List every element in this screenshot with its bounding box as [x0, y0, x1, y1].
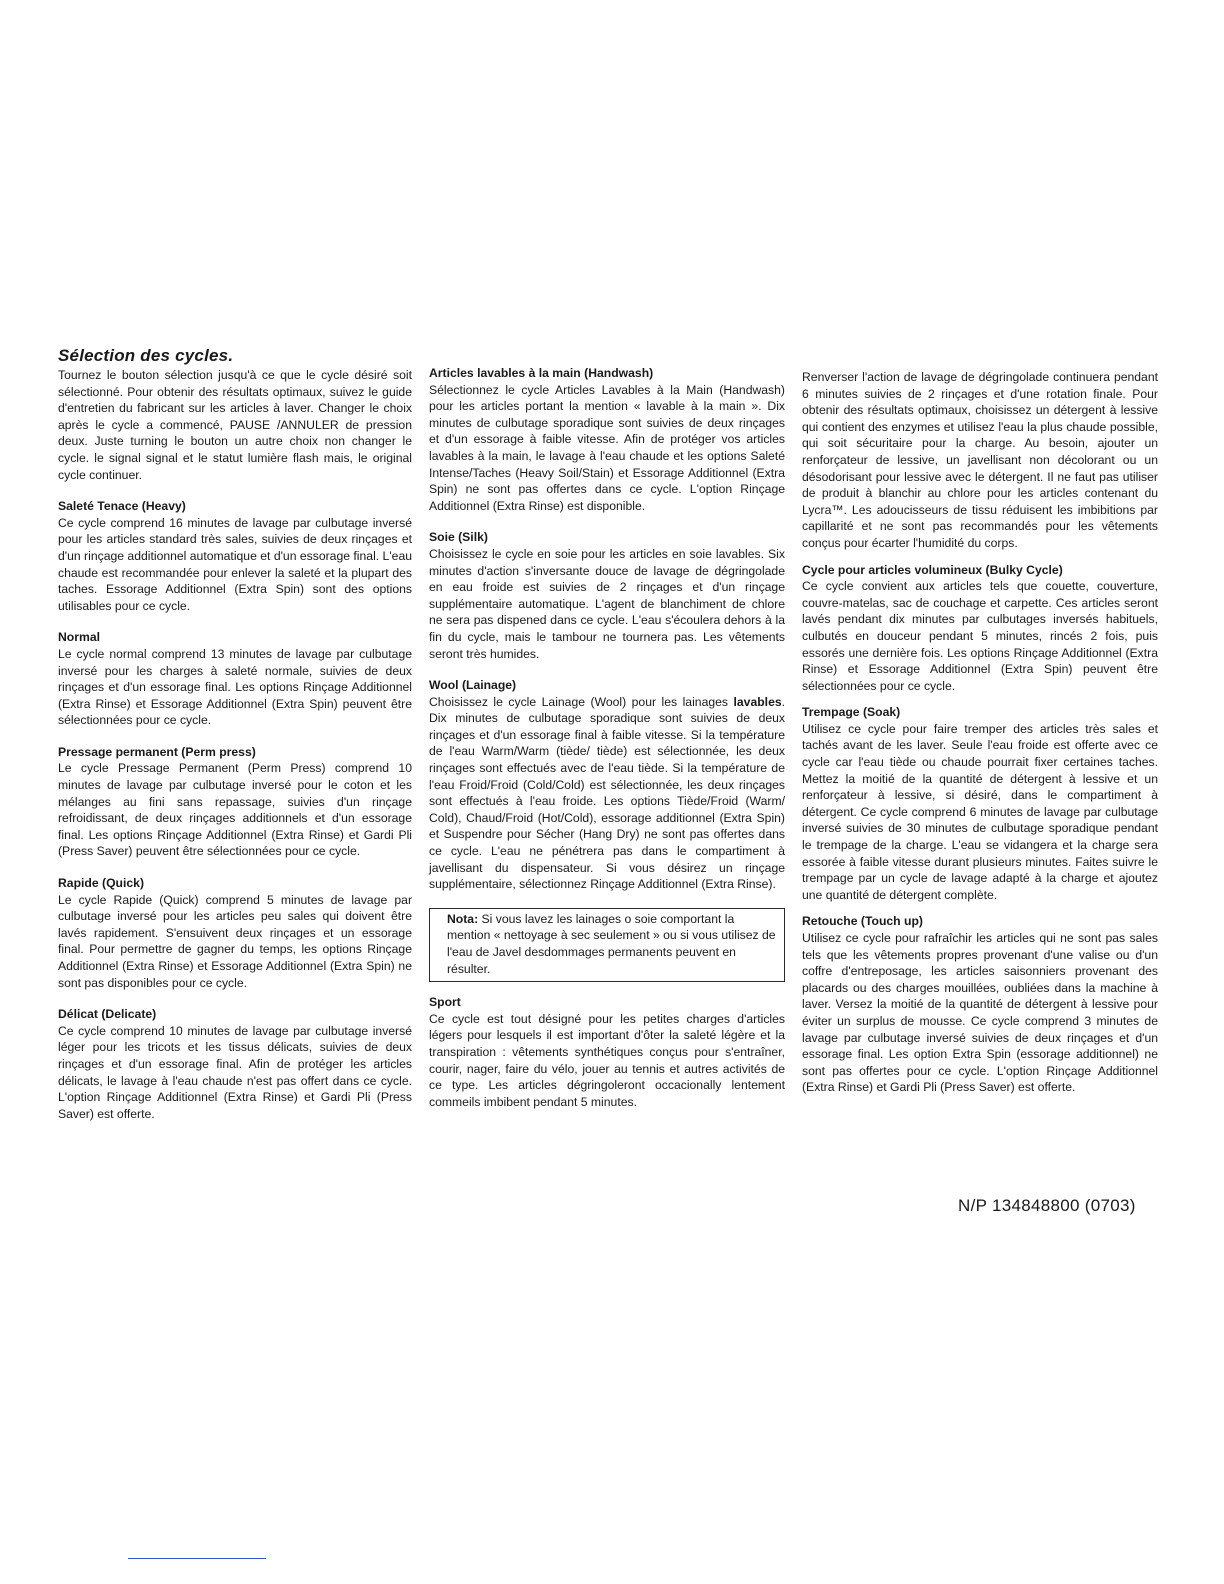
- section-touch-up: [802, 913, 1158, 1096]
- section-bulky: [802, 562, 1158, 695]
- section-soak: [802, 704, 1158, 903]
- section-heading: Cycle pour articles volumineux (Bulky Cycle): [802, 562, 1063, 577]
- bottom-rule: [128, 1558, 266, 1559]
- page-title: Sélection des cycles.: [58, 346, 234, 365]
- section-intro: [58, 367, 412, 483]
- column-middle: [429, 365, 785, 1125]
- section-heading: Wool (Lainage): [429, 678, 517, 693]
- section-body: Ce cycle convient aux articles tels que couette, couverture, couvre-matelas, sac de couchage et carpette. Ces articles seront lavés pendant dix minutes par culbutages inversés habituels, culbutés en douceur pendant 5 minutes, rincés 2 fois, puis essorés une dernière fois. Les options Rinçage Additionnel (Extra Rinse) et Essorage Additionnel (Extra Spin) peuvent être sélectionnées pour ce cycle.: [802, 579, 1158, 693]
- section-heavy: [58, 498, 412, 614]
- section-body: Ce cycle comprend 16 minutes de lavage par culbutage inversé pour les articles standard très sales, suivies de deux rinçages et d'un rinçage additionnel automatique et d'un essorage final. L'eau chaude est recommandée pour enlever la saleté et la plupart des taches. Essorage Additionnel (Extra Spin) sont des options utilisables pour ce cycle.: [58, 515, 412, 613]
- intro-text: Tournez le bouton sélection jusqu'à ce que le cycle désiré soit sélectionné. Pour obtenir des résultats optimaux, suivez le guide d'entretien du fabricant sur les articles à laver. Changer le choix après le cycle a commencé, PAUSE /ANNULER de pression deux. Juste turning le bouton un autre choix non changer le cycle. le signal signal et le statut lumière flash mais, le original cycle continuer.: [58, 368, 412, 482]
- section-delicate: [58, 1006, 412, 1122]
- section-heading: Articles lavables à la main (Handwash): [429, 366, 654, 380]
- section-silk: [429, 529, 785, 662]
- section-handwash: [429, 365, 785, 514]
- section-body: [429, 694, 785, 893]
- column-left: [58, 367, 412, 1137]
- wool-body-bold: lavables: [733, 694, 782, 709]
- section-heading: Retouche (Touch up): [802, 914, 923, 929]
- section-heading: Pressage permanent (Perm press): [58, 744, 256, 759]
- section-heading: Sport: [429, 995, 461, 1010]
- note-label: Nota:: [447, 911, 479, 926]
- section-body: Utilisez ce cycle pour faire tremper des articles très sales et tachés avant de les laver. Seule l'eau froide est offerte avec ce cycle car l'eau tiède ou chaude pourrait fixer certaines taches. Mettez la moitié de la quantité de détergent à lessive et un renforçateur à lessive, si désiré, dans le compartiment à détergent. Ce cycle comprend 6 minutes de lavage par culbutage inversé suivies de 30 minutes de culbutage sporadique pendant le trempage de la charge. L'eau se vidangera et la charge sera essorée à faible vitesse durant plusieurs minutes. Faites suivre le trempage par un cycle de lavage adapté à la charge et ajoutez une quantité de détergent complète.: [802, 721, 1158, 902]
- section-heading: Rapide (Quick): [58, 876, 145, 891]
- section-sport: [429, 994, 785, 1110]
- section-body: Le cycle normal comprend 13 minutes de lavage par culbutage inversé pour les charges à saleté normale, suivies de deux rinçages et d'un essorage final. Les options Rinçage Additionnel (Extra Rinse) et Essorage Additionnel (Extra Spin) peuvent être sélectionnées pour ce cycle.: [58, 646, 412, 728]
- section-normal: [58, 629, 412, 729]
- wool-body-start: Choisissez le cycle Lainage (Wool) pour les lainages: [429, 694, 729, 709]
- section-perm-press: [58, 744, 412, 860]
- note-box: [429, 908, 785, 982]
- section-body: Ce cycle est tout désigné pour les petites charges d'articles légers pour lesquels il est important d'ôter la saleté légère et la transpiration : vêtements synthétiques conçus pour s'entraîner, courir, nager, faire du vélo, jouer au tennis et autres activités de ce type. Les articles dégringoleront occacionally lentement commeils imbibent pendant 5 minutes.: [429, 1011, 785, 1109]
- wool-body-rest: . Dix minutes de culbutage sporadique sont suivies de deux rinçages et d'un essorage final à faible vitesse. Si la température de l'eau Warm/Warm (tiède/ tiède) est sélectionnée, les deux rinçages sont effectués avec de l'eau tiède. Si la température de l'eau Froid/Froid (Cold/Cold) est sélectionnée, les deux rinçages sont effectués à l'eau froide. Les options Tiède/Froid (Warm/ Cold), Chaud/Froid (Hot/Cold), essorage additionnel (Extra Spin) et Suspendre pour Sécher (Hang Dry) ne sont pas offertes dans ce cycle. L'eau ne pénétrera pas dans le compartiment à javellisant du dispensateur. Si vous désirez un rinçage supplémentaire, sélectionnez Rinçage Additionnel (Extra Rinse).: [429, 694, 786, 892]
- section-heading: Délicat (Delicate): [58, 1007, 157, 1022]
- section-body: Ce cycle comprend 10 minutes de lavage par culbutage inversé léger pour les tricots et les tissus délicats, suivies de deux rinçages et d'un essorage final. Afin de protéger les articles délicats, le lavage à l'eau chaude n'est pas offert dans ce cycle. L'option Rinçage Additionnel (Extra Rinse) et Gardi Pli (Press Saver) est offerte.: [58, 1023, 412, 1121]
- section-quick: [58, 875, 412, 991]
- section-body: Le cycle Rapide (Quick) comprend 5 minutes de lavage par culbutage inversé pour les articles peu sales qui doivent être lavés rapidement. S'ensuivent deux rinçages et un essorage final. Pour permettre de gagner du temps, les options Rinçage Additionnel (Extra Rinse) et Essorage Additionnel (Extra Spin) ne sont pas disponibles pour ce cycle.: [58, 892, 412, 990]
- section-heading: Soie (Silk): [429, 530, 488, 545]
- section-body: Choisissez le cycle en soie pour les articles en soie lavables. Six minutes d'action s'inversante douce de lavage de dégringolade en eau froide est suivies de 2 rinçages et d'un rinçage supplémentaire automatique. L'agent de blanchiment de chlore ne sera pas dispened dans ce cycle. L'eau s'écoulera dehors à la fin du cycle, mais le tambour ne tournera pas. Les vêtements seront très humides.: [429, 546, 785, 661]
- section-wool: [429, 677, 785, 893]
- section-heading: Saleté Tenace (Heavy): [58, 499, 186, 514]
- column-right: [802, 369, 1158, 1106]
- section-heading: Normal: [58, 630, 100, 645]
- section-body: Le cycle Pressage Permanent (Perm Press) comprend 10 minutes de lavage par culbutage inversé pour le coton et les mélanges au fini sans repassage, suivies d'un rinçage refroidissant, de deux rinçages additionnels et d'un essorage final. Les options Rinçage Additionnel (Extra Rinse) et Gardi Pli (Press Saver) peuvent être sélectionnées pour ce cycle.: [58, 761, 412, 859]
- section-body: Utilisez ce cycle pour rafraîchir les articles qui ne sont pas sales tels que les vêtements propres provenant d'une valise ou d'un coffre d'entreposage, les articles saisonniers provenant des placards ou des charges mouillées, oubliées dans la machine à laver. Versez la moitié de la quantité de détergent à lessive pour éviter un surplus de mousse. Ce cycle comprend 3 minutes de lavage par culbutage inversé suivies de deux rinçages et d'un essorage final. Les option Extra Spin (essorage additionnel) ne sont pas offertes pour ce cycle. L'option Rinçage Additionnel (Extra Rinse) et Gardi Pli (Press Saver) est offerte.: [802, 931, 1158, 1095]
- part-number: N/P 134848800 (0703): [958, 1196, 1136, 1215]
- section-body: Sélectionnez le cycle Articles Lavables à la Main (Handwash) pour les articles portant la mention « lavable à la main ». Dix minutes de culbutage sporadique sont suivies de deux rinçages et d'un essorage à faible vitesse. Afin de protéger vos articles lavables à la main, le lavage à l'eau chaude et les options Saleté Intense/Taches (Heavy Soil/Stain) et Essorage Additionnel (Extra Spin) ne sont pas offertes dans ce cycle. L'option Rinçage Additionnel (Extra Rinse) est disponible.: [429, 382, 785, 513]
- note-body: Si vous lavez les lainages o soie comportant la mention « nettoyage à sec seulement » ou si vous utilisez de l'eau de Javel desdommages permanents peuvent en résulter.: [447, 911, 776, 976]
- section-sport-continued: [802, 369, 1158, 552]
- section-body: Renverser l'action de lavage de dégringolade continuera pendant 6 minutes suivies de 2 rinçages et d'une rotation finale. Pour obtenir des résultats optimaux, choisissez un détergent à lessive qui contient des enzymes et utilisez l'eau la plus chaude possible, qui soit sécuritaire pour la charge. Au besoin, ajouter un renforçateur de lessive, un javellisant non décolorant ou un désodorisant pour lessive avec le détergent. Il ne faut pas utiliser de produit à blanchir au chlore pour les articles contenant du Lycra™. Les adoucisseurs de tissu réduisent les imbibitions par capillarité et ne sont pas recommandés pour les vêtements conçus pour écarter l'humidité du corps.: [802, 370, 1158, 550]
- section-heading: Trempage (Soak): [802, 705, 901, 720]
